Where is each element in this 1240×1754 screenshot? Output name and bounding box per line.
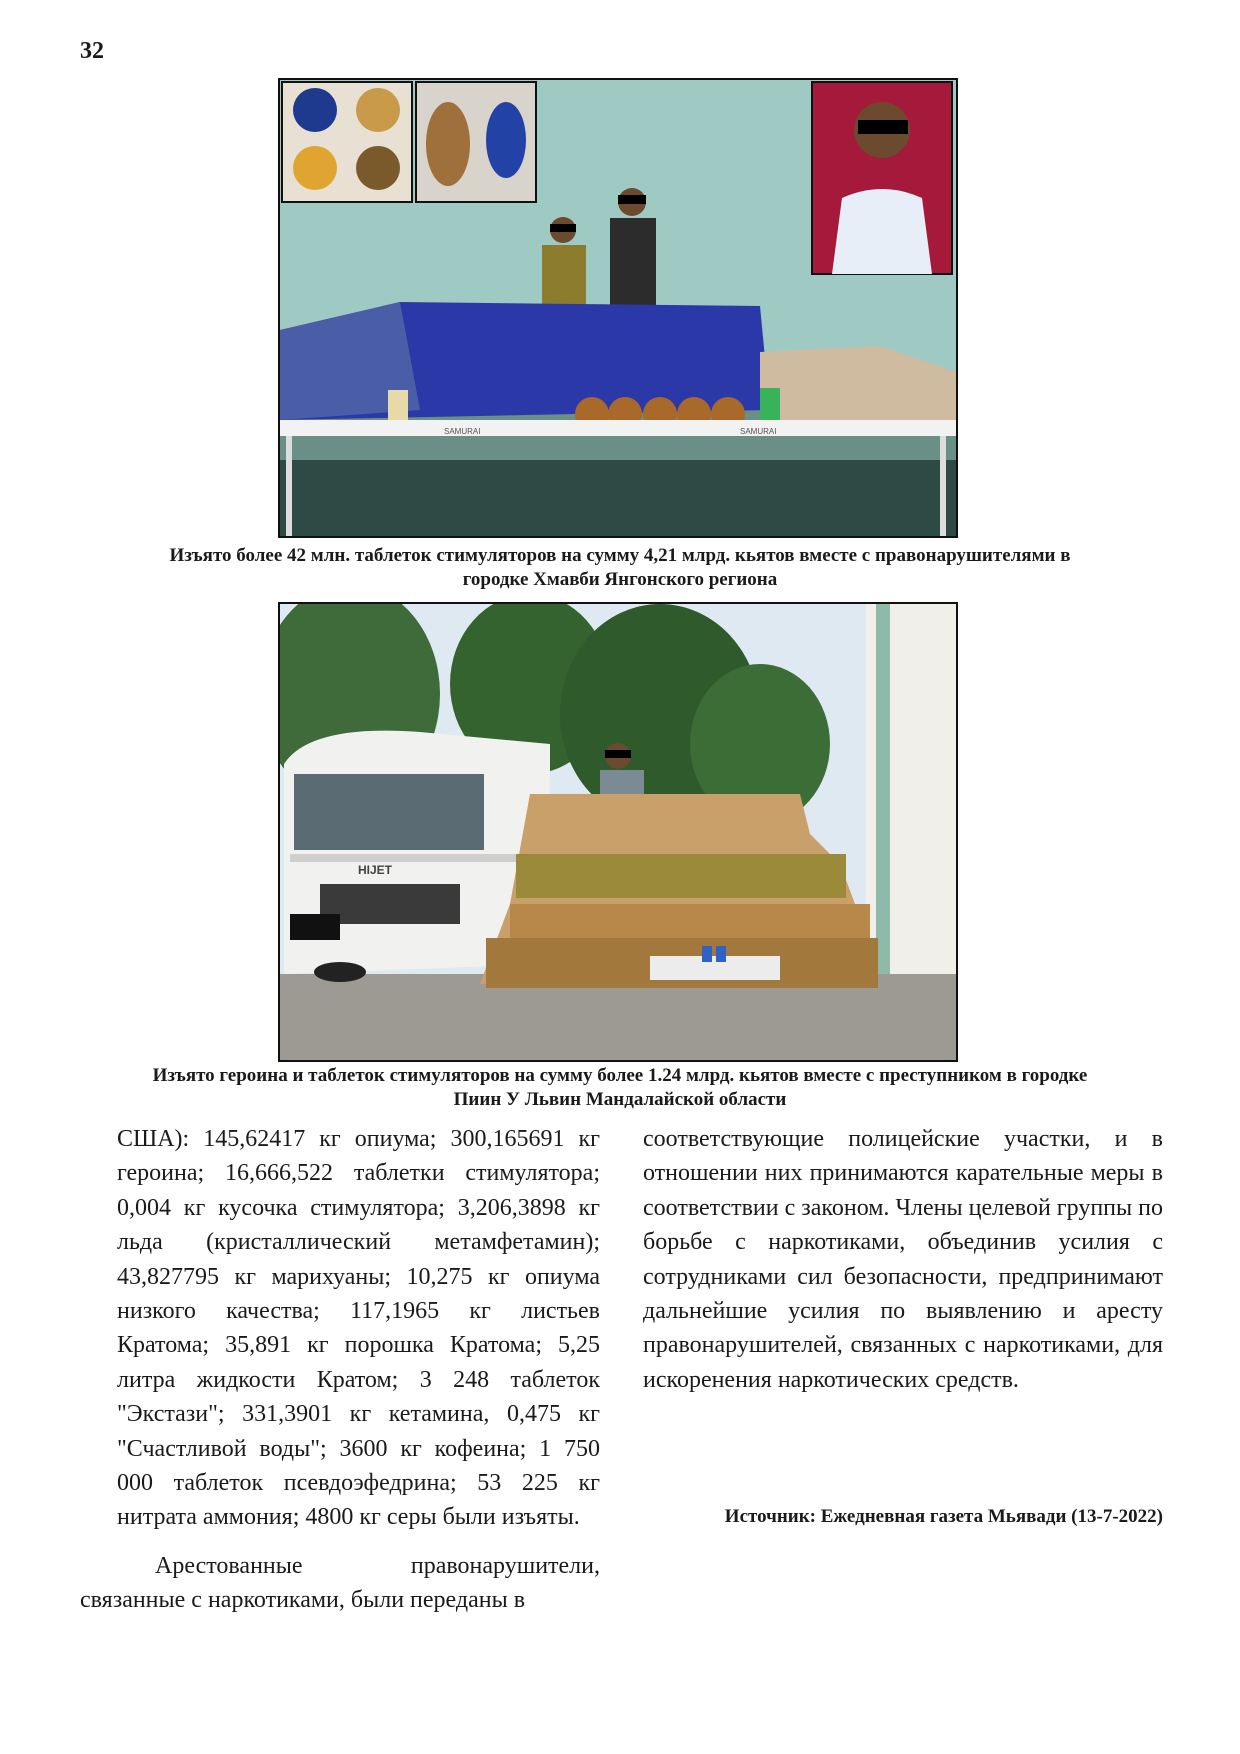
source-note: Источник: Ежедневная газета Мьявади (13-7-2022) — [724, 1506, 1163, 1527]
caption-2-line-2: Пиин У Львин Мандалайской области — [453, 1089, 787, 1110]
caption-1-line-1: Изъято более 42 млн. таблеток стимуляторов на сумму 4,21 млрд. кьятов вместе с правонарушителями в — [169, 545, 1071, 566]
page-number: 32 — [80, 38, 104, 64]
article-left-column — [80, 1122, 600, 1618]
table-brand-right: SAMURAI — [740, 427, 777, 436]
caption-1-line-2: городке Хмавби Янгонского региона — [462, 569, 778, 590]
seized-items-paragraph: США): 145,62417 кг опиума; 300,165691 кг героина; 16,666,522 таблетки стимулятора; 0,004 кг кусочка стимулятора; 3,206,3898 кг льда (кристаллический метамфетамин); 43,827795 кг марихуаны; 10,275 кг опиума низкого качества; 117,1965 кг листьев Кратома; 35,891 кг порошка Кратома; 5,25 литра жидкости Кратом; 3 248 таблеток "Экстази"; 331,3901 кг кетамина, 0,475 кг "Счастливой воды"; 3600 кг кофеина; 1 750 000 таблеток псевдоэфедрина; 53 225 кг нитрата аммония; 4800 кг серы были изъяты. — [117, 1126, 600, 1531]
article-right-column — [643, 1122, 1163, 1397]
figure-caption-1 — [80, 544, 1160, 592]
figure-caption-2 — [80, 1064, 1160, 1112]
table-brand-left: SAMURAI — [444, 427, 481, 436]
continuation-paragraph: соответствующие полицейские участки, и в отношении них принимаются карательные меры в соответствии с законом. Члены целевой группы по борьбе с наркотиками, объединив усилия с сотрудниками сил безопасности, предпринимают дальнейшие усилия по выявлению и аресту правонарушителей, связанных с наркотиками, для искоренения наркотических средств. — [643, 1126, 1163, 1393]
seizure-photo-hmawbi — [278, 78, 958, 538]
van-brand: HIJET — [358, 863, 393, 877]
seizure-photo-pyin-oo-lwin — [278, 602, 958, 1062]
arrested-paragraph: Арестованные правонарушители, связанные с наркотиками, были переданы в — [80, 1552, 600, 1614]
caption-2-line-1: Изъято героина и таблеток стимуляторов на сумму более 1.24 млрд. кьятов вместе с преступником в городке — [152, 1065, 1088, 1086]
